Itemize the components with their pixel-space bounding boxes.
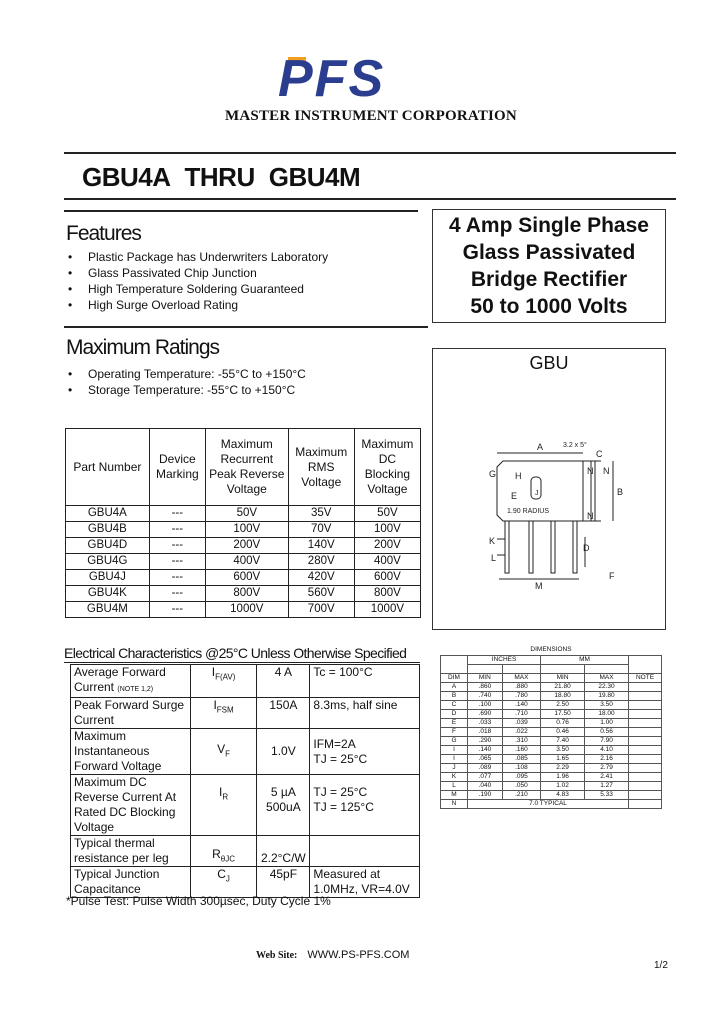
table-row: [441, 755, 662, 764]
table-cell: GBU4B: [66, 522, 150, 538]
table-cell: 5.33: [585, 791, 629, 800]
table-row: [441, 710, 662, 719]
table-row: [441, 764, 662, 773]
features-heading: Features: [66, 222, 141, 245]
table-cell: .860: [468, 683, 503, 692]
table-cell: 0.46: [541, 728, 585, 737]
table-row: [66, 602, 421, 618]
table-cell: .108: [502, 764, 540, 773]
inches-header: INCHES: [468, 656, 541, 665]
table-cell: 420V: [288, 570, 354, 586]
column-header: MIN: [541, 674, 585, 683]
table-cell: 18.00: [585, 710, 629, 719]
table-cell: .140: [468, 746, 503, 755]
dim-letter-d: D: [583, 543, 590, 553]
table-cell: D: [441, 710, 468, 719]
divider: [64, 198, 676, 200]
dim-letter-h: H: [515, 471, 522, 481]
table-cell: GBU4G: [66, 554, 150, 570]
table-row: Maximum DC Reverse Current At Rated DC Blocking Voltage $I_R$ 5 µA 500uA TJ = 25°C TJ = 125°C: [71, 775, 420, 836]
table-cell: I: [441, 746, 468, 755]
divider: [64, 152, 676, 154]
table-cell: 2.41: [585, 773, 629, 782]
table-cell: 1000V: [354, 602, 420, 618]
table-cell: GBU4M: [66, 602, 150, 618]
dim-letter-l: L: [491, 553, 497, 563]
table-cell: 700V: [288, 602, 354, 618]
dim-letter-n3: N: [587, 511, 594, 521]
table-cell: L: [441, 782, 468, 791]
table-cell: .089: [468, 764, 503, 773]
pulse-note: *Pulse Test: Pulse Width 300µsec, Duty Cycle 1%: [66, 894, 331, 908]
table-cell: .018: [468, 728, 503, 737]
table-cell: [629, 782, 662, 791]
table-cell: .095: [502, 773, 540, 782]
table-row: [441, 728, 662, 737]
table-cell: K: [441, 773, 468, 782]
table-cell: 1.02: [541, 782, 585, 791]
dim-letter-k: K: [489, 536, 496, 546]
table-cell: .040: [468, 782, 503, 791]
table-row: [441, 782, 662, 791]
table-cell: 280V: [288, 554, 354, 570]
table-cell: [629, 746, 662, 755]
table-cell: .880: [502, 683, 540, 692]
table-cell: .065: [468, 755, 503, 764]
table-row: [66, 586, 421, 602]
table-cell: I: [441, 755, 468, 764]
table-cell: .033: [468, 719, 503, 728]
table-cell: 0.56: [585, 728, 629, 737]
table-cell: [629, 728, 662, 737]
table-cell: .077: [468, 773, 503, 782]
table-cell: 19.80: [585, 692, 629, 701]
table-cell: .290: [468, 737, 503, 746]
package-box: [432, 348, 666, 630]
table-cell: C: [441, 701, 468, 710]
table-row: Average Forward Current (NOTE 1,2) $I_{F(AV)}$ 4 A Tc = 100°C: [71, 665, 420, 698]
list-item: • High Temperature Soldering Guaranteed: [66, 281, 328, 297]
table-row: [441, 800, 662, 809]
table-row: [66, 570, 421, 586]
table-cell: 400V: [354, 554, 420, 570]
table-cell: F: [441, 728, 468, 737]
table-row: [66, 522, 421, 538]
table-cell: .210: [502, 791, 540, 800]
table-row: [441, 683, 662, 692]
table-cell: ---: [149, 554, 205, 570]
table-cell: [629, 755, 662, 764]
table-cell: 1.96: [541, 773, 585, 782]
table-row: [66, 554, 421, 570]
table-cell: .085: [502, 755, 540, 764]
table-cell: .690: [468, 710, 503, 719]
table-row: Typical thermal resistance per leg $R_{\theta JC}$ 2.2°C/W: [71, 836, 420, 867]
logo-text: PFS: [278, 52, 386, 102]
mm-header: MM: [541, 656, 629, 665]
table-cell: 3.50: [585, 701, 629, 710]
table-cell: 1.65: [541, 755, 585, 764]
electrical-heading: Electrical Characteristics @25°C Unless Otherwise Specified: [64, 645, 407, 661]
footer-website: Web Site: WWW.PS-PFS.COM: [256, 949, 410, 961]
table-row: [66, 538, 421, 554]
table-cell: GBU4A: [66, 506, 150, 522]
table-cell: GBU4J: [66, 570, 150, 586]
table-cell: 50V: [205, 506, 288, 522]
features-list: [66, 249, 328, 313]
list-item: • Storage Temperature: -55°C to +150°C: [66, 382, 306, 398]
table-cell: .050: [502, 782, 540, 791]
column-header: Part Number: [66, 429, 150, 506]
dim-letter-f: F: [609, 571, 615, 581]
package-label: GBU: [529, 353, 569, 373]
table-cell: 600V: [354, 570, 420, 586]
table-cell: 7.90: [585, 737, 629, 746]
table-row: [66, 506, 421, 522]
table-cell: 2.79: [585, 764, 629, 773]
table-row: [441, 791, 662, 800]
pfs-logo: [278, 52, 454, 102]
table-cell: 2.16: [585, 755, 629, 764]
table-cell: [629, 701, 662, 710]
table-cell: 100V: [205, 522, 288, 538]
table-row: Typical Junction Capacitance $C_J$ 45pF Measured at 1.0MHz, VR=4.0V: [71, 867, 420, 898]
max-ratings-heading: Maximum Ratings: [66, 336, 220, 359]
table-cell: 3.50: [541, 746, 585, 755]
table-cell: .160: [502, 746, 540, 755]
table-cell: 800V: [205, 586, 288, 602]
list-item: • High Surge Overload Rating: [66, 297, 328, 313]
table-cell: 22.30: [585, 683, 629, 692]
table-row: [441, 773, 662, 782]
table-cell: .780: [502, 692, 540, 701]
dim-letter-m: M: [535, 581, 543, 591]
table-cell: 7.0 TYPICAL: [468, 800, 629, 809]
table-row: [441, 692, 662, 701]
column-header: Maximum Recurrent Peak Reverse Voltage: [205, 429, 288, 506]
table-cell: 21.80: [541, 683, 585, 692]
dim-letter-e: E: [511, 491, 518, 501]
table-cell: E: [441, 719, 468, 728]
table-cell: ---: [149, 602, 205, 618]
corporation-name: MASTER INSTRUMENT CORPORATION: [225, 108, 517, 124]
table-cell: M: [441, 791, 468, 800]
dim-letter-g: G: [489, 469, 497, 479]
table-cell: ---: [149, 538, 205, 554]
table-cell: 17.50: [541, 710, 585, 719]
table-cell: [629, 791, 662, 800]
column-header: MAX: [502, 674, 540, 683]
table-cell: 1.27: [585, 782, 629, 791]
table-cell: 600V: [205, 570, 288, 586]
website-link[interactable]: WWW.PS-PFS.COM: [307, 949, 410, 961]
ratings-table: [65, 428, 421, 618]
table-cell: A: [441, 683, 468, 692]
table-cell: 200V: [205, 538, 288, 554]
column-header: MAX: [585, 674, 629, 683]
table-cell: 35V: [288, 506, 354, 522]
electrical-table: [70, 664, 420, 898]
ratings-list: [66, 366, 306, 398]
dimensions-title: DIMENSIONS: [530, 646, 572, 653]
description-box: 4 Amp Single Phase Glass Passivated Bridge Rectifier 50 to 1000 Volts: [432, 209, 666, 323]
table-cell: ---: [149, 586, 205, 602]
table-cell: 1000V: [205, 602, 288, 618]
divider: [64, 326, 428, 328]
table-row: [441, 701, 662, 710]
table-cell: GBU4K: [66, 586, 150, 602]
table-cell: 1.00: [585, 719, 629, 728]
dim-letter-a: A: [537, 442, 544, 452]
dim-letter-n: N: [587, 466, 594, 476]
dim-letter-n2: N: [603, 466, 610, 476]
table-cell: .039: [502, 719, 540, 728]
column-header: NOTE: [629, 674, 662, 683]
table-cell: .190: [468, 791, 503, 800]
column-header: Maximum DC Blocking Voltage: [354, 429, 420, 506]
dim-letter-b: B: [617, 487, 624, 497]
table-cell: 7.40: [541, 737, 585, 746]
table-cell: [629, 764, 662, 773]
table-cell: 0.76: [541, 719, 585, 728]
table-cell: .310: [502, 737, 540, 746]
package-outline-drawing: [433, 349, 665, 629]
page-title: GBU4A THRU GBU4M: [82, 162, 361, 192]
table-cell: 2.50: [541, 701, 585, 710]
table-cell: 800V: [354, 586, 420, 602]
table-cell: ---: [149, 570, 205, 586]
divider: [64, 210, 418, 212]
table-cell: [629, 719, 662, 728]
column-header: Maximum RMS Voltage: [288, 429, 354, 506]
list-item: • Plastic Package has Underwriters Laboratory: [66, 249, 328, 265]
table-row: [441, 719, 662, 728]
table-row: Peak Forward Surge Current $I_{FSM}$ 150A 8.3ms, half sine: [71, 698, 420, 729]
table-cell: .140: [502, 701, 540, 710]
table-cell: 4.10: [585, 746, 629, 755]
table-cell: .100: [468, 701, 503, 710]
table-cell: ---: [149, 522, 205, 538]
page-number: 1/2: [654, 960, 668, 971]
table-cell: G: [441, 737, 468, 746]
table-cell: 4.83: [541, 791, 585, 800]
table-cell: .740: [468, 692, 503, 701]
radius-label: 1.90 RADIUS: [507, 508, 550, 515]
column-header: Device Marking: [149, 429, 205, 506]
angle-label: 3.2 x 5°: [563, 442, 587, 449]
table-cell: B: [441, 692, 468, 701]
table-cell: [629, 773, 662, 782]
table-cell: ---: [149, 506, 205, 522]
column-header: MIN: [468, 674, 503, 683]
table-cell: 560V: [288, 586, 354, 602]
table-cell: 18.80: [541, 692, 585, 701]
table-cell: 400V: [205, 554, 288, 570]
table-cell: [629, 692, 662, 701]
table-cell: 2.29: [541, 764, 585, 773]
table-row: Maximum Instantaneous Forward Voltage $V_F$ 1.0V IFM=2A TJ = 25°C: [71, 729, 420, 775]
table-cell: 70V: [288, 522, 354, 538]
dim-letter-c: C: [596, 449, 603, 459]
table-cell: 100V: [354, 522, 420, 538]
table-cell: 140V: [288, 538, 354, 554]
list-item: • Operating Temperature: -55°C to +150°C: [66, 366, 306, 382]
table-cell: 200V: [354, 538, 420, 554]
table-row: [441, 737, 662, 746]
list-item: • Glass Passivated Chip Junction: [66, 265, 328, 281]
table-cell: J: [441, 764, 468, 773]
table-row: [441, 746, 662, 755]
table-cell: 50V: [354, 506, 420, 522]
table-cell: .022: [502, 728, 540, 737]
table-cell: [629, 737, 662, 746]
table-cell: GBU4D: [66, 538, 150, 554]
table-cell: .710: [502, 710, 540, 719]
dim-letter-j: J: [535, 490, 539, 497]
table-cell: [629, 683, 662, 692]
column-header: DIM: [441, 674, 468, 683]
table-cell: N: [441, 800, 468, 809]
dimensions-table: [440, 645, 662, 809]
table-cell: [629, 710, 662, 719]
